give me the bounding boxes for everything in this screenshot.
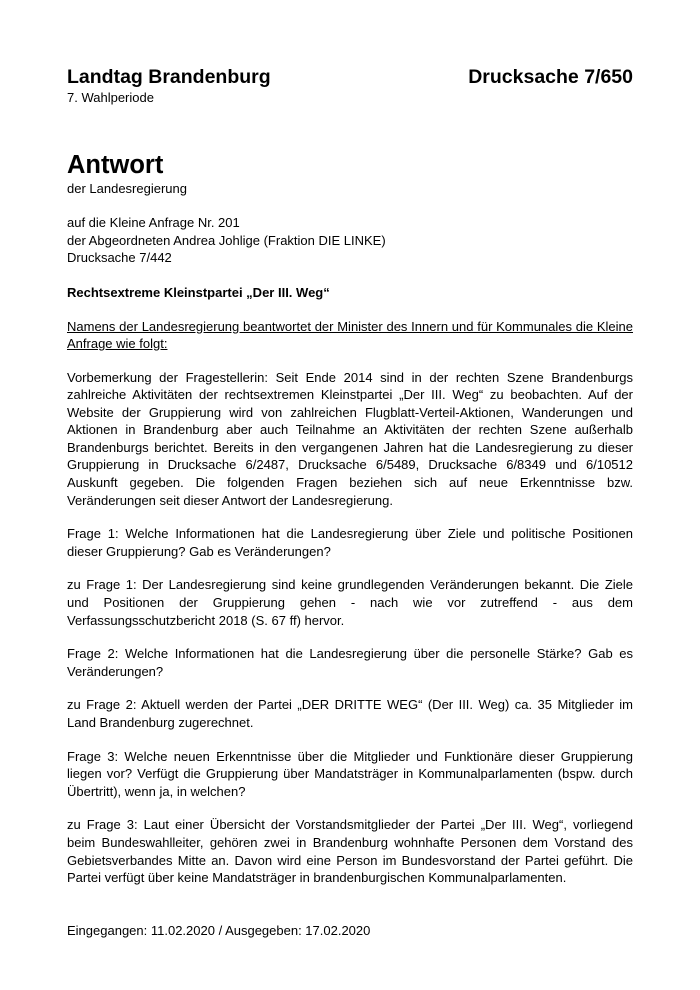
reference-line: auf die Kleine Anfrage Nr. 201: [67, 215, 240, 230]
document-page: [67, 66, 633, 887]
subject-heading: Rechtsextreme Kleinstpartei „Der III. Weg“: [67, 284, 330, 300]
reference-line: der Abgeordneten Andrea Johlige (Fraktion DIE LINKE): [67, 232, 386, 248]
answer-2: zu Frage 2: Aktuell werden der Partei „DER DRITTE WEG“ (Der III. Weg) ca. 35 Mitglieder im Land Brandenburg zugerechnet.: [67, 697, 633, 730]
dates-footer: Eingegangen: 11.02.2020 / Ausgegeben: 17.02.2020: [67, 923, 371, 938]
question-1: Frage 1: Welche Informationen hat die Landesregierung über Ziele und politische Positionen dieser Gruppierung? Gab es Veränderungen?: [67, 526, 633, 559]
parliament-name: Landtag Brandenburg: [67, 66, 271, 88]
question-2: Frage 2: Welche Informationen hat die Landesregierung über die personelle Stärke? Gab es Veränderungen?: [67, 646, 633, 679]
inquiry-reference: [67, 214, 633, 267]
intro-statement: Namens der Landesregierung beantwortet der Minister des Innern und für Kommunales die Kleine Anfrage wie folgt:: [67, 318, 633, 351]
reference-line: Drucksache 7/442: [67, 250, 172, 265]
document-title: Antwort: [67, 151, 164, 179]
document-header: [67, 66, 633, 89]
document-number: Drucksache 7/650: [468, 66, 633, 88]
document-subtitle: der Landesregierung: [67, 181, 187, 196]
answer-3: zu Frage 3: Laut einer Übersicht der Vorstandsmitglieder der Partei „Der III. Weg“, vorliegend beim Bundeswahlleiter, gehören zwei in Brandenburg wohnhafte Personen dem Vorstand des Gebietsverbandes Mitte an. Davon wird eine Person im Bundesvorstand der Partei geführt. Die Partei verfügt über keine Mandatsträger in brandenburgischen Kommunalparlamenten.: [67, 817, 633, 886]
preliminary-remark: Vorbemerkung der Fragestellerin: Seit Ende 2014 sind in der rechten Szene Brandenburgs zahlreiche Aktivitäten der rechtsextremen Kleinstpartei „Der III. Weg“ zu beobachten. Auf der Website der Gruppierung wird von zahlreichen Flugblatt-Verteil-Aktionen, Wanderungen und Aktionen in Brandenburg aber auch Teilnahme an Aktivitäten der rechten Szene außerhalb Brandenburgs berichtet. Bereits in den vergangenen Jahren hat die Landesregierung zu dieser Gruppierung in Drucksache 6/2487, Drucksache 6/5489, Drucksache 6/8349 und 6/10512 Auskunft gegeben. Die folgenden Fragen beziehen sich auf neue Erkenntnisse bzw. Veränderungen seit dieser Antwort der Landesregierung.: [67, 369, 633, 508]
legislative-period: 7. Wahlperiode: [67, 90, 154, 105]
question-3: Frage 3: Welche neuen Erkenntnisse über die Mitglieder und Funktionäre dieser Gruppierung liegen vor? Verfügt die Gruppierung über Mandatsträger in Kommunalparlamenten (bspw. durch Übertritt), wenn ja, in welchen?: [67, 748, 633, 799]
answer-1: zu Frage 1: Der Landesregierung sind keine grundlegenden Veränderungen bekannt. Die Ziele und Positionen der Gruppierung gehen - nach wie vor zutreffend - aus dem Verfassungsschutzbericht 2018 (S. 67 ff) hervor.: [67, 577, 633, 628]
